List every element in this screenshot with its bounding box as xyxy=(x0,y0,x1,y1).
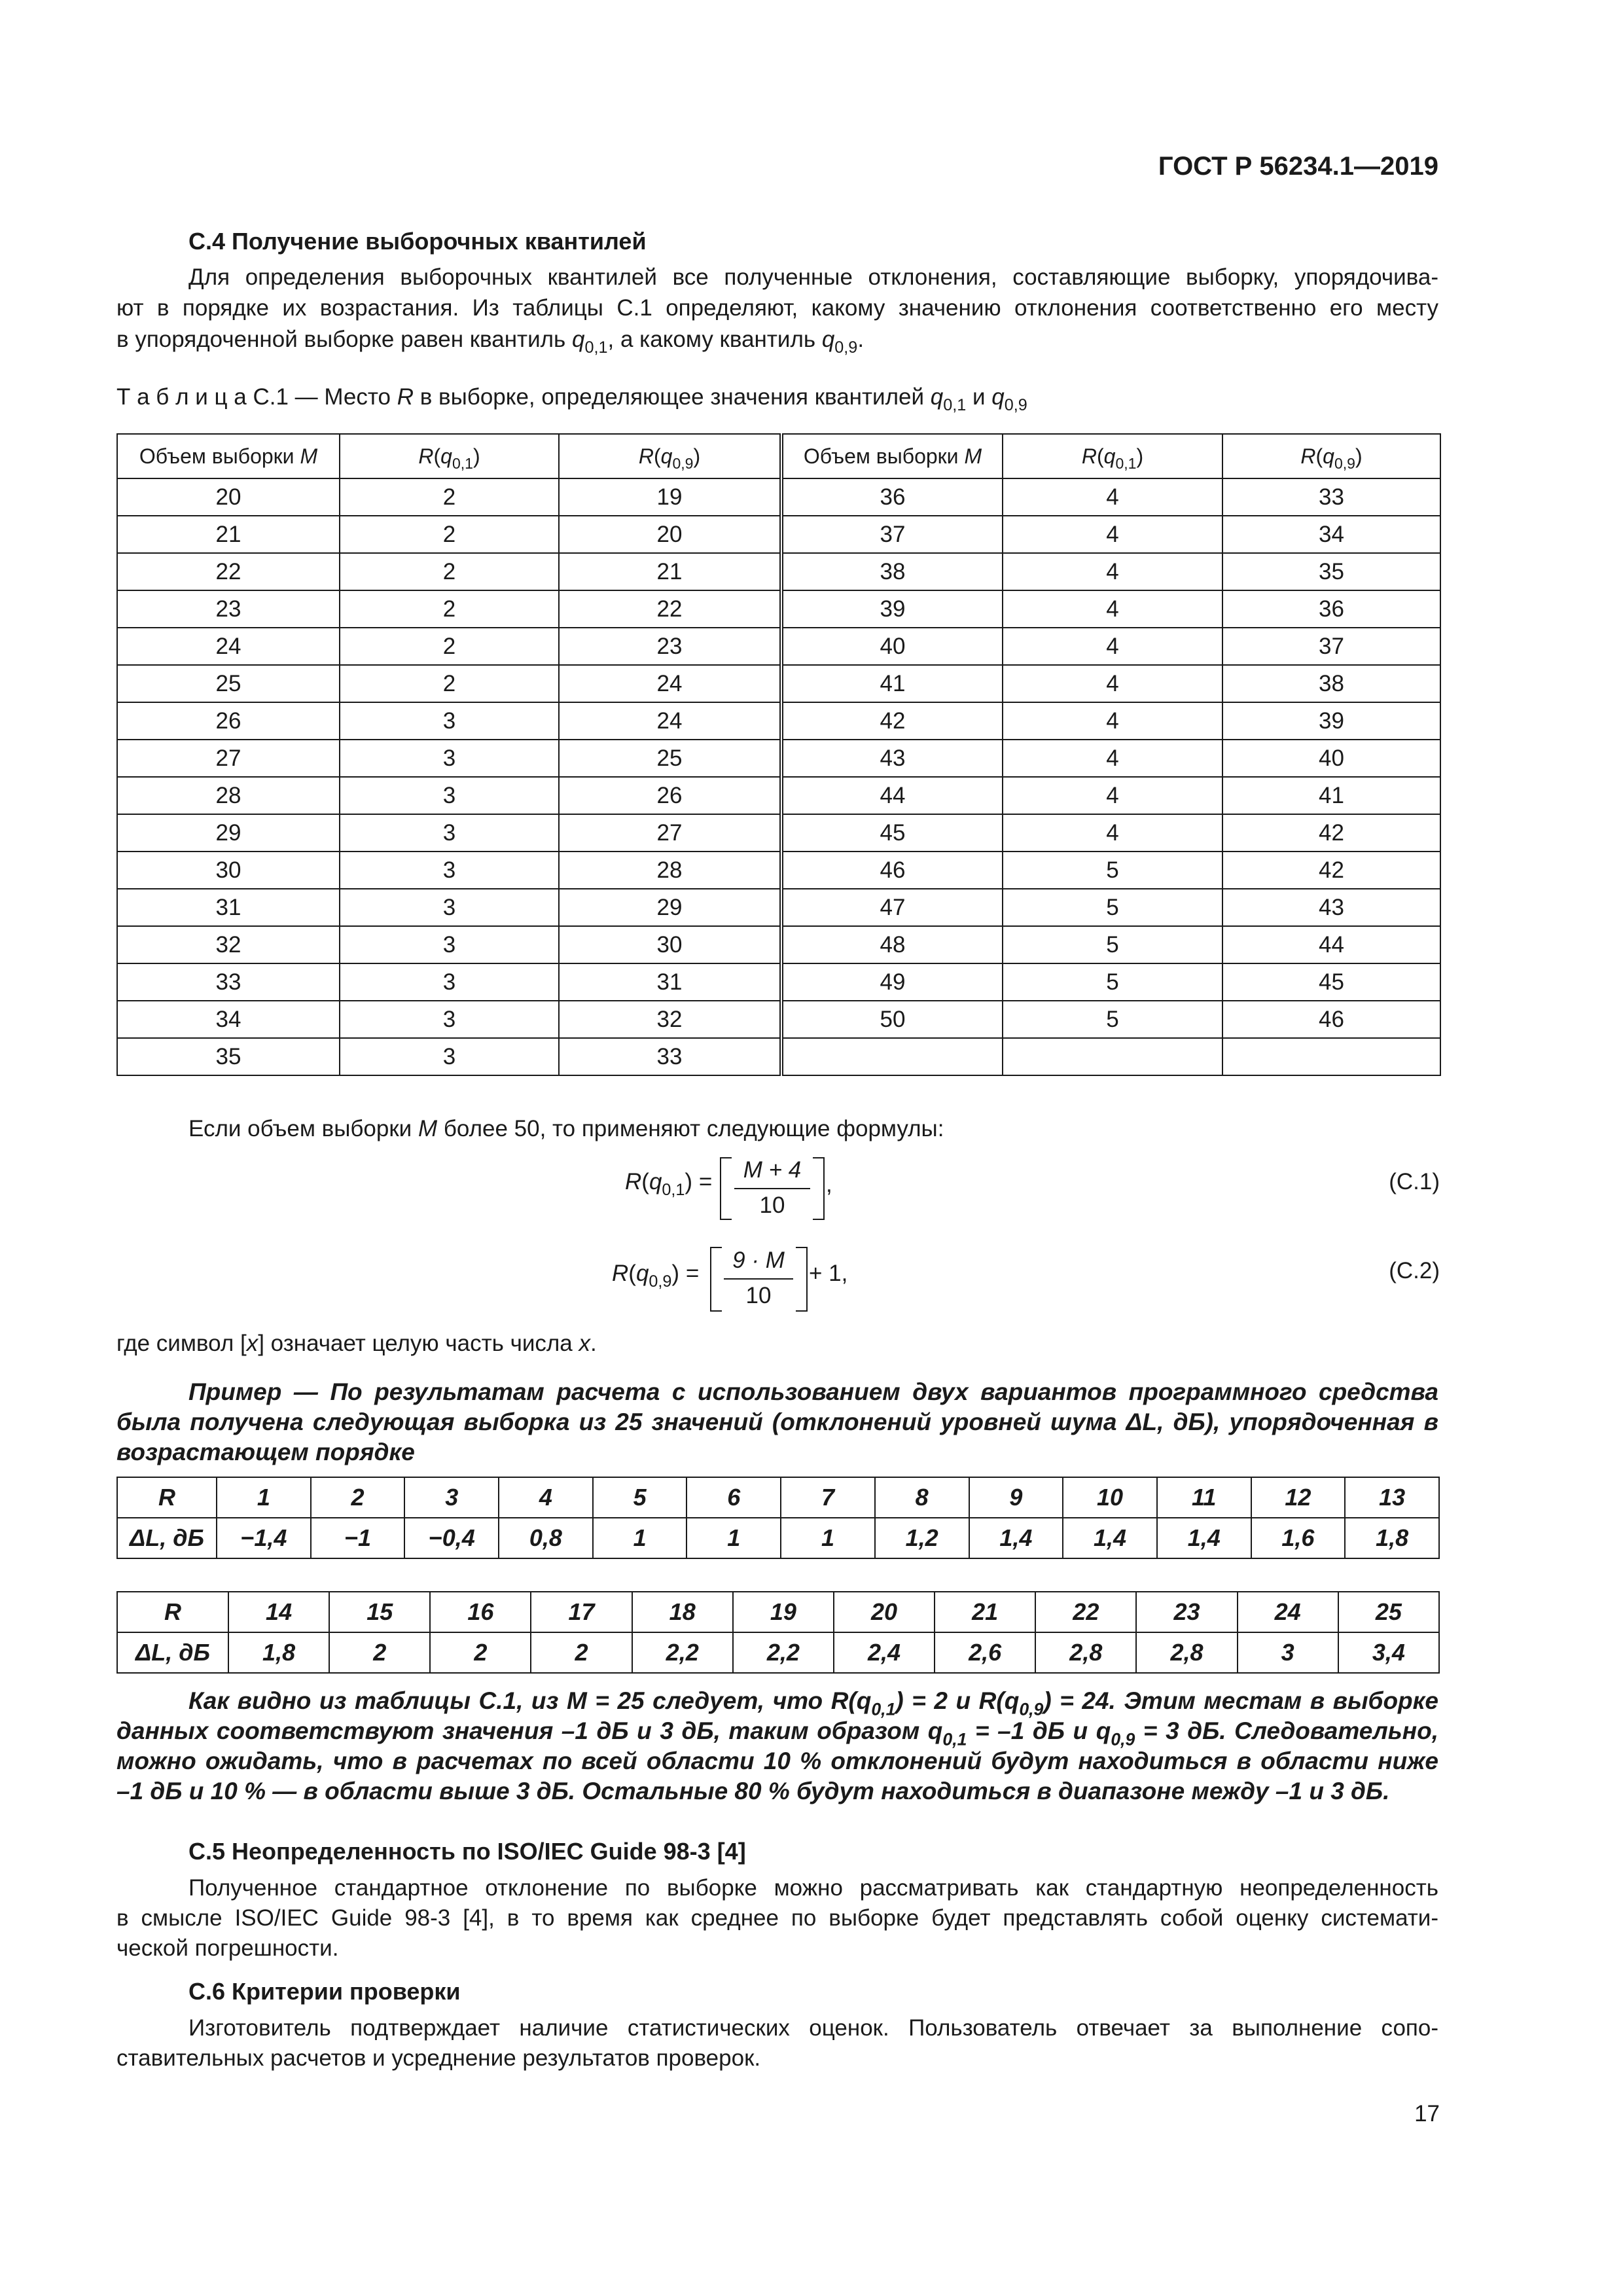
document-id: ГОСТ Р 56234.1—2019 xyxy=(1158,152,1438,181)
table-c1-caption: Т а б л и ц а С.1 — Место R в выборке, определяющее значения квантилей $q_{0,1}$ и $q_{0,9}$ xyxy=(116,384,1027,414)
table-cell: 1,2 xyxy=(875,1518,969,1558)
table-cell: 22 xyxy=(559,590,781,628)
table-cell: 1,4 xyxy=(1157,1518,1251,1558)
table-cell: 1,6 xyxy=(1251,1518,1346,1558)
formula-intro: Если объем выборки M более 50, то применяют следующие формулы: xyxy=(188,1116,944,1141)
table-cell: 20 xyxy=(834,1592,935,1632)
table-cell: 39 xyxy=(1222,702,1440,740)
header-volume-right: Объем выборки M xyxy=(781,434,1003,478)
table-cell: 13 xyxy=(1345,1477,1439,1518)
table-cell: 24 xyxy=(559,702,781,740)
table-cell: −1,4 xyxy=(217,1518,311,1558)
table-cell: 44 xyxy=(1222,926,1440,963)
table-cell: 2,8 xyxy=(1136,1632,1237,1673)
table-cell: 35 xyxy=(117,1038,340,1075)
table-cell: 31 xyxy=(559,963,781,1001)
formula-c1-lhs: $R(q_{0,1})$ = xyxy=(625,1169,713,1199)
table-row xyxy=(117,926,1440,963)
table-cell: 4 xyxy=(1003,814,1222,852)
table-cell: 1 xyxy=(593,1518,687,1558)
table-cell: 4 xyxy=(1003,553,1222,590)
table-cell: 31 xyxy=(117,889,340,926)
table-cell: 5 xyxy=(1003,926,1222,963)
example-line-1: Пример — По результатам расчета с использованием двух вариантов программного средства xyxy=(188,1378,1438,1405)
table-cell: 47 xyxy=(781,889,1003,926)
table-cell: 0,8 xyxy=(499,1518,593,1558)
table-cell: 21 xyxy=(117,516,340,553)
table-cell: 46 xyxy=(781,852,1003,889)
table-cell: 20 xyxy=(559,516,781,553)
table-cell: 30 xyxy=(117,852,340,889)
table-cell: 46 xyxy=(1222,1001,1440,1038)
table-cell xyxy=(1003,1038,1222,1075)
table-cell: 1 xyxy=(687,1518,781,1558)
table-cell: 22 xyxy=(117,553,340,590)
c6-line-1: Изготовитель подтверждает наличие статистических оценок. Пользователь отвечает за выполнение сопо- xyxy=(188,2015,1438,2041)
table-row xyxy=(117,777,1440,814)
formula-c2-denominator: 10 xyxy=(745,1283,772,1308)
table-cell: 2,2 xyxy=(733,1632,834,1673)
table-row xyxy=(117,1632,1439,1673)
table-cell: 3 xyxy=(340,852,559,889)
table-cell: 35 xyxy=(1222,553,1440,590)
table-cell: 26 xyxy=(117,702,340,740)
table-cell: 2 xyxy=(430,1632,531,1673)
table-cell: 3 xyxy=(340,702,559,740)
table-cell: 3 xyxy=(404,1477,499,1518)
header-rq01-left: $R(q_{0,1})$ xyxy=(340,434,559,478)
section-c6-title: С.6 Критерии проверки xyxy=(188,1978,461,2005)
table-cell: 4 xyxy=(499,1477,593,1518)
table-cell xyxy=(781,1038,1003,1075)
table-cell: −0,4 xyxy=(404,1518,499,1558)
table-cell: 38 xyxy=(781,553,1003,590)
table-cell: 5 xyxy=(1003,852,1222,889)
table-cell: 3 xyxy=(1238,1632,1338,1673)
table-cell: 34 xyxy=(117,1001,340,1038)
table-cell: 3 xyxy=(340,740,559,777)
c5-line-2: в смысле ISO/IEC Guide 98-3 [4], в то время как среднее по выборке будет представлять собой оценку системати- xyxy=(116,1905,1438,1931)
row-label: R xyxy=(117,1477,217,1518)
table-row xyxy=(117,889,1440,926)
formula-c1-bracket-left xyxy=(720,1157,732,1220)
table-cell: 10 xyxy=(1063,1477,1157,1518)
c4-paragraph-line-1: Для определения выборочных квантилей все полученные отклонения, составляющие выборку, упорядочива- xyxy=(188,264,1438,290)
table-cell: 3 xyxy=(340,1001,559,1038)
table-cell: 36 xyxy=(1222,590,1440,628)
table-cell: 3 xyxy=(340,926,559,963)
table-cell: 23 xyxy=(559,628,781,665)
table-cell: 43 xyxy=(1222,889,1440,926)
formula-c1-label: (С.1) xyxy=(1389,1169,1440,1194)
example-conclusion-line-1: Как видно из таблицы С.1, из M = 25 следует, что $R(q_{0,1}) = 2$ и $R(q_{0,9}) = 24$. Этим местам в выборке xyxy=(188,1687,1438,1719)
example-line-3: возрастающем порядке xyxy=(116,1439,415,1465)
table-cell: 8 xyxy=(875,1477,969,1518)
table-cell: 3 xyxy=(340,889,559,926)
table-row xyxy=(117,963,1440,1001)
example-line-2: была получена следующая выборка из 25 значений (отклонений уровней шума ΔL, дБ), упорядоченная в xyxy=(116,1408,1438,1435)
table-cell: 1 xyxy=(781,1518,875,1558)
table-cell: 5 xyxy=(593,1477,687,1518)
formula-c2-bracket-right xyxy=(796,1247,808,1312)
table-cell: 41 xyxy=(781,665,1003,702)
table-cell: 3 xyxy=(340,777,559,814)
table-cell: 5 xyxy=(1003,889,1222,926)
table-cell: 45 xyxy=(1222,963,1440,1001)
formula-c1-numerator: M + 4 xyxy=(743,1157,802,1183)
table-cell: 19 xyxy=(559,478,781,516)
table-cell: 25 xyxy=(1338,1592,1439,1632)
formula-where-note: где символ [x] означает целую часть числа x. xyxy=(116,1331,597,1356)
table-cell: 2 xyxy=(340,628,559,665)
table-cell: 2 xyxy=(340,478,559,516)
table-cell: 37 xyxy=(1222,628,1440,665)
table-cell: 21 xyxy=(559,553,781,590)
table-cell: 30 xyxy=(559,926,781,963)
table-cell: 36 xyxy=(781,478,1003,516)
table-cell: 14 xyxy=(228,1592,329,1632)
table-cell: 2 xyxy=(340,553,559,590)
table-row xyxy=(117,1592,1439,1632)
table-cell: 24 xyxy=(117,628,340,665)
table-cell: 33 xyxy=(117,963,340,1001)
table-cell: 4 xyxy=(1003,777,1222,814)
table-cell: 4 xyxy=(1003,665,1222,702)
c4-paragraph-line-3: в упорядоченной выборке равен квантиль $q_{0,1}$, а какому квантиль $q_{0,9}$. xyxy=(116,327,865,357)
table-cell: −1 xyxy=(311,1518,405,1558)
table-cell: 29 xyxy=(559,889,781,926)
table-row xyxy=(117,590,1440,628)
table-row xyxy=(117,1518,1439,1558)
section-c4-title: С.4 Получение выборочных квантилей xyxy=(188,228,647,255)
table-cell: 42 xyxy=(781,702,1003,740)
table-cell: 4 xyxy=(1003,628,1222,665)
table-cell: 25 xyxy=(117,665,340,702)
formula-c1-denominator: 10 xyxy=(759,1193,785,1218)
table-cell: 12 xyxy=(1251,1477,1346,1518)
table-cell: 40 xyxy=(781,628,1003,665)
formula-c1-fraction-bar xyxy=(734,1188,810,1189)
example-conclusion-line-4: –1 дБ и 10 % — в области выше 3 дБ. Остальные 80 % будут находиться в диапазоне между –1 и 3 дБ. xyxy=(116,1778,1390,1804)
table-cell: 2 xyxy=(311,1477,405,1518)
c4-paragraph-line-2: ют в порядке их возрастания. Из таблицы С.1 определяют, какому значению отклонения соответственно его месту xyxy=(116,295,1438,321)
table-cell: 16 xyxy=(430,1592,531,1632)
table-cell: 5 xyxy=(1003,963,1222,1001)
table-cell: 1,8 xyxy=(228,1632,329,1673)
table-cell: 5 xyxy=(1003,1001,1222,1038)
formula-c2-bracket-left xyxy=(710,1247,722,1312)
table-row xyxy=(117,478,1440,516)
table-cell: 24 xyxy=(1238,1592,1338,1632)
table-row xyxy=(117,1038,1440,1075)
table-cell: 3 xyxy=(340,814,559,852)
table-cell: 15 xyxy=(329,1592,430,1632)
table-cell: 18 xyxy=(632,1592,733,1632)
formula-c1-bracket-right xyxy=(813,1157,825,1220)
formula-c2-label: (С.2) xyxy=(1389,1258,1440,1283)
table-cell: 19 xyxy=(733,1592,834,1632)
table-row xyxy=(117,1001,1440,1038)
table-cell: 2 xyxy=(531,1632,632,1673)
table-cell: 28 xyxy=(559,852,781,889)
table-cell: 7 xyxy=(781,1477,875,1518)
table-cell: 4 xyxy=(1003,740,1222,777)
table-row xyxy=(117,516,1440,553)
formula-c2-lhs: $R(q_{0,9})$ = xyxy=(612,1261,700,1291)
table-cell: 33 xyxy=(1222,478,1440,516)
section-c5-title: С.5 Неопределенность по ISO/IEC Guide 98-3 [4] xyxy=(188,1838,746,1865)
table-cell: 4 xyxy=(1003,478,1222,516)
table-row xyxy=(117,553,1440,590)
formula-c2-tail: + 1, xyxy=(809,1261,848,1286)
table-row xyxy=(117,1477,1439,1518)
table-row xyxy=(117,852,1440,889)
c5-line-1: Полученное стандартное отклонение по выборке можно рассматривать как стандартную неопределенность xyxy=(188,1875,1438,1901)
table-cell: 37 xyxy=(781,516,1003,553)
table-cell: 3 xyxy=(340,1038,559,1075)
table-row xyxy=(117,702,1440,740)
table-cell: 28 xyxy=(117,777,340,814)
table-cell: 2 xyxy=(340,516,559,553)
table-row xyxy=(117,628,1440,665)
table-cell: 34 xyxy=(1222,516,1440,553)
c5-line-3: ческой погрешности. xyxy=(116,1935,339,1961)
table-cell: 43 xyxy=(781,740,1003,777)
table-cell: 1 xyxy=(217,1477,311,1518)
table-cell: 2,4 xyxy=(834,1632,935,1673)
table-cell xyxy=(1222,1038,1440,1075)
table-cell: 32 xyxy=(117,926,340,963)
table-cell: 32 xyxy=(559,1001,781,1038)
table-cell: 17 xyxy=(531,1592,632,1632)
row-label: ΔL, дБ xyxy=(117,1632,228,1673)
header-rq09-left: $R(q_{0,9})$ xyxy=(559,434,781,478)
table-cell: 45 xyxy=(781,814,1003,852)
table-cell: 2,8 xyxy=(1035,1632,1136,1673)
table-cell: 40 xyxy=(1222,740,1440,777)
table-cell: 2 xyxy=(329,1632,430,1673)
example-table-2 xyxy=(116,1591,1440,1674)
table-cell: 1,4 xyxy=(969,1518,1063,1558)
example-conclusion-line-2: данных соответствуют значения –1 дБ и 3 дБ, таким образом $q_{0,1} = -1$ дБ и $q_{0,9} = 3$ дБ. Следовательно, xyxy=(116,1717,1439,1749)
c6-line-2: ставительных расчетов и усреднение результатов проверок. xyxy=(116,2045,761,2071)
table-cell: 2,6 xyxy=(935,1632,1035,1673)
table-cell: 22 xyxy=(1035,1592,1136,1632)
table-cell: 29 xyxy=(117,814,340,852)
table-cell: 42 xyxy=(1222,814,1440,852)
table-cell: 44 xyxy=(781,777,1003,814)
table-cell: 3 xyxy=(340,963,559,1001)
row-label: R xyxy=(117,1592,228,1632)
table-cell: 4 xyxy=(1003,516,1222,553)
table-cell: 1,4 xyxy=(1063,1518,1157,1558)
table-c1 xyxy=(116,433,1441,1076)
table-cell: 23 xyxy=(1136,1592,1237,1632)
header-rq01-right: $R(q_{0,1})$ xyxy=(1003,434,1222,478)
table-cell: 9 xyxy=(969,1477,1063,1518)
table-cell: 49 xyxy=(781,963,1003,1001)
table-cell: 4 xyxy=(1003,590,1222,628)
table-cell: 38 xyxy=(1222,665,1440,702)
table-cell: 41 xyxy=(1222,777,1440,814)
page-number: 17 xyxy=(1414,2101,1440,2126)
table-cell: 33 xyxy=(559,1038,781,1075)
table-cell: 50 xyxy=(781,1001,1003,1038)
table-cell: 2,2 xyxy=(632,1632,733,1673)
table-cell: 25 xyxy=(559,740,781,777)
table-cell: 4 xyxy=(1003,702,1222,740)
table-cell: 20 xyxy=(117,478,340,516)
header-rq09-right: $R(q_{0,9})$ xyxy=(1222,434,1440,478)
table-cell: 27 xyxy=(117,740,340,777)
table-c1-header-row xyxy=(117,434,1440,478)
table-cell: 26 xyxy=(559,777,781,814)
table-cell: 6 xyxy=(687,1477,781,1518)
header-volume-left: Объем выборки M xyxy=(117,434,340,478)
table-cell: 2 xyxy=(340,665,559,702)
table-cell: 2 xyxy=(340,590,559,628)
table-cell: 27 xyxy=(559,814,781,852)
table-cell: 42 xyxy=(1222,852,1440,889)
table-cell: 21 xyxy=(935,1592,1035,1632)
formula-c2-numerator: 9 · M xyxy=(732,1247,785,1273)
table-row xyxy=(117,814,1440,852)
table-cell: 24 xyxy=(559,665,781,702)
table-row xyxy=(117,740,1440,777)
table-cell: 39 xyxy=(781,590,1003,628)
example-conclusion-line-3: можно ожидать, что в расчетах по всей области 10 % отклонений будут находиться в области ниже xyxy=(116,1748,1438,1774)
table-cell: 3,4 xyxy=(1338,1632,1439,1673)
table-cell: 23 xyxy=(117,590,340,628)
table-row xyxy=(117,665,1440,702)
table-cell: 11 xyxy=(1157,1477,1251,1518)
formula-c2-fraction-bar xyxy=(724,1278,793,1280)
example-table-1 xyxy=(116,1477,1440,1559)
table-cell: 48 xyxy=(781,926,1003,963)
row-label: ΔL, дБ xyxy=(117,1518,217,1558)
table-cell: 1,8 xyxy=(1345,1518,1439,1558)
formula-c1-tail: , xyxy=(826,1172,832,1197)
